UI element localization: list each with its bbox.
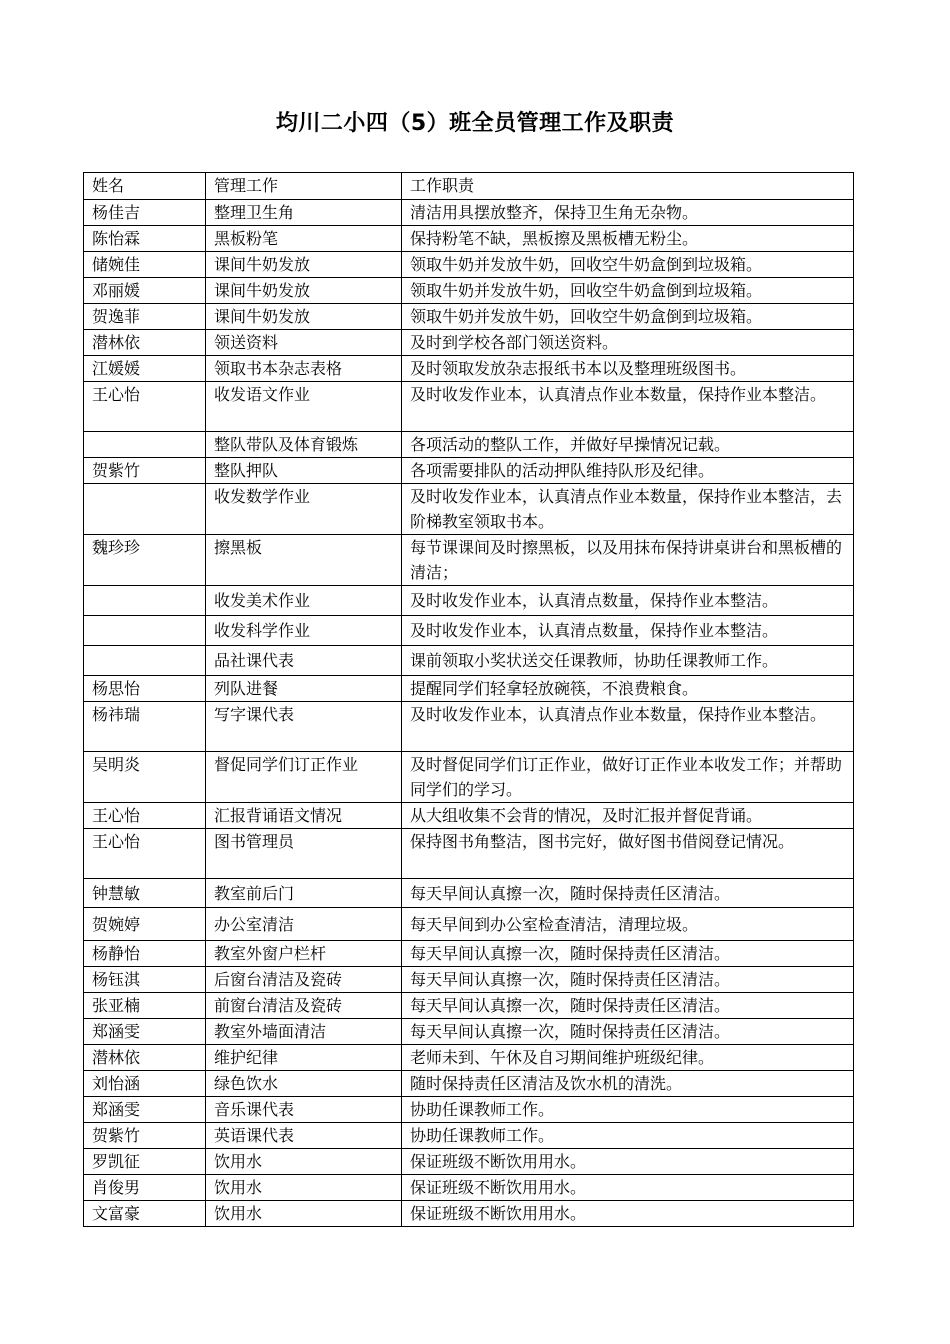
table-row — [84, 458, 854, 484]
cell-task: 图书管理员 — [206, 829, 402, 879]
cell-name: 杨佳吉 — [84, 200, 206, 226]
cell-task: 绿色饮水 — [206, 1071, 402, 1097]
cell-task: 英语课代表 — [206, 1123, 402, 1149]
cell-task: 收发科学作业 — [206, 616, 402, 646]
cell-duty: 及时收发作业本，认真清点数量，保持作业本整洁。 — [402, 586, 854, 616]
cell-duty: 保证班级不断饮用用水。 — [402, 1175, 854, 1201]
cell-duty: 从大组收集不会背的情况，及时汇报并督促背诵。 — [402, 803, 854, 829]
cell-task: 饮用水 — [206, 1175, 402, 1201]
cell-name: 王心怡 — [84, 829, 206, 879]
cell-duty: 课前领取小奖状送交任课教师，协助任课教师工作。 — [402, 646, 854, 676]
cell-name — [84, 432, 206, 458]
cell-duty: 及时到学校各部门领送资料。 — [402, 330, 854, 356]
cell-name: 贺逸菲 — [84, 304, 206, 330]
table-row — [84, 226, 854, 252]
cell-task: 写字课代表 — [206, 702, 402, 752]
cell-duty: 各项活动的整队工作，并做好早操情况记载。 — [402, 432, 854, 458]
cell-duty: 及时收发作业本，认真清点作业本数量，保持作业本整洁，去阶梯教室领取书本。 — [402, 484, 854, 535]
table-row — [84, 586, 854, 616]
table-row — [84, 1097, 854, 1123]
cell-duty: 每节课课间及时擦黑板，以及用抹布保持讲桌讲台和黑板槽的清洁； — [402, 535, 854, 586]
table-row — [84, 646, 854, 676]
cell-task: 办公室清洁 — [206, 908, 402, 941]
cell-task: 品社课代表 — [206, 646, 402, 676]
cell-duty: 每天早间认真擦一次，随时保持责任区清洁。 — [402, 967, 854, 993]
cell-name: 钟慧敏 — [84, 879, 206, 908]
cell-task: 前窗台清洁及瓷砖 — [206, 993, 402, 1019]
cell-duty: 及时收发作业本，认真清点作业本数量，保持作业本整洁。 — [402, 702, 854, 752]
table-row — [84, 1149, 854, 1175]
cell-duty: 协助任课教师工作。 — [402, 1097, 854, 1123]
cell-name: 罗凯征 — [84, 1149, 206, 1175]
table-header-row — [84, 173, 854, 200]
cell-name: 张亚楠 — [84, 993, 206, 1019]
table-row — [84, 752, 854, 803]
cell-task: 课间牛奶发放 — [206, 252, 402, 278]
cell-name: 潜林依 — [84, 330, 206, 356]
cell-duty: 每天早间认真擦一次，随时保持责任区清洁。 — [402, 1019, 854, 1045]
cell-duty: 清洁用具摆放整齐，保持卫生角无杂物。 — [402, 200, 854, 226]
cell-duty: 保持图书角整洁，图书完好，做好图书借阅登记情况。 — [402, 829, 854, 879]
cell-name: 江媛媛 — [84, 356, 206, 382]
table-row — [84, 535, 854, 586]
table-row — [84, 1045, 854, 1071]
cell-duty: 提醒同学们轻拿轻放碗筷，不浪费粮食。 — [402, 676, 854, 702]
cell-task: 课间牛奶发放 — [206, 304, 402, 330]
cell-task: 课间牛奶发放 — [206, 278, 402, 304]
cell-name: 杨思怡 — [84, 676, 206, 702]
table-row — [84, 356, 854, 382]
cell-task: 整理卫生角 — [206, 200, 402, 226]
cell-task: 列队进餐 — [206, 676, 402, 702]
cell-name: 杨静怡 — [84, 941, 206, 967]
cell-name: 储婉佳 — [84, 252, 206, 278]
cell-duty: 及时收发作业本，认真清点作业本数量，保持作业本整洁。 — [402, 382, 854, 432]
cell-task: 领送资料 — [206, 330, 402, 356]
cell-task: 教室外墙面清洁 — [206, 1019, 402, 1045]
duty-table-body — [84, 173, 854, 1227]
cell-duty: 每天早间认真擦一次，随时保持责任区清洁。 — [402, 993, 854, 1019]
cell-task: 收发美术作业 — [206, 586, 402, 616]
cell-task: 领取书本杂志表格 — [206, 356, 402, 382]
cell-name: 王心怡 — [84, 803, 206, 829]
cell-duty: 每天早间认真擦一次，随时保持责任区清洁。 — [402, 941, 854, 967]
cell-duty: 及时收发作业本，认真清点数量，保持作业本整洁。 — [402, 616, 854, 646]
header-name: 姓名 — [84, 173, 206, 200]
table-row — [84, 484, 854, 535]
cell-name: 吴明炎 — [84, 752, 206, 803]
cell-task: 整队押队 — [206, 458, 402, 484]
cell-duty: 老师未到、午休及自习期间维护班级纪律。 — [402, 1045, 854, 1071]
cell-task: 督促同学们订正作业 — [206, 752, 402, 803]
cell-duty: 随时保持责任区清洁及饮水机的清洗。 — [402, 1071, 854, 1097]
table-row — [84, 382, 854, 432]
cell-name: 肖俊男 — [84, 1175, 206, 1201]
table-row — [84, 1201, 854, 1227]
cell-task: 饮用水 — [206, 1149, 402, 1175]
table-row — [84, 252, 854, 278]
cell-name: 杨祎瑞 — [84, 702, 206, 752]
cell-name: 郑涵雯 — [84, 1097, 206, 1123]
table-row — [84, 1071, 854, 1097]
table-row — [84, 908, 854, 941]
cell-duty: 各项需要排队的活动押队维持队形及纪律。 — [402, 458, 854, 484]
table-row — [84, 304, 854, 330]
cell-name: 贺婉婷 — [84, 908, 206, 941]
table-row — [84, 967, 854, 993]
table-row — [84, 941, 854, 967]
cell-name: 郑涵雯 — [84, 1019, 206, 1045]
cell-duty: 领取牛奶并发放牛奶，回收空牛奶盒倒到垃圾箱。 — [402, 278, 854, 304]
cell-duty: 每天早间认真擦一次，随时保持责任区清洁。 — [402, 879, 854, 908]
cell-name: 王心怡 — [84, 382, 206, 432]
cell-duty: 保证班级不断饮用用水。 — [402, 1201, 854, 1227]
cell-task: 维护纪律 — [206, 1045, 402, 1071]
cell-duty: 协助任课教师工作。 — [402, 1123, 854, 1149]
table-row — [84, 1123, 854, 1149]
table-row — [84, 616, 854, 646]
table-row — [84, 803, 854, 829]
cell-duty: 领取牛奶并发放牛奶，回收空牛奶盒倒到垃圾箱。 — [402, 252, 854, 278]
table-row — [84, 432, 854, 458]
cell-task: 饮用水 — [206, 1201, 402, 1227]
cell-name: 贺紫竹 — [84, 1123, 206, 1149]
cell-task: 后窗台清洁及瓷砖 — [206, 967, 402, 993]
cell-task: 收发语文作业 — [206, 382, 402, 432]
cell-name: 杨钰淇 — [84, 967, 206, 993]
cell-name — [84, 484, 206, 535]
cell-name: 贺紫竹 — [84, 458, 206, 484]
cell-name: 魏珍珍 — [84, 535, 206, 586]
header-task: 管理工作 — [206, 173, 402, 200]
cell-name: 陈怡霖 — [84, 226, 206, 252]
table-row — [84, 330, 854, 356]
cell-task: 擦黑板 — [206, 535, 402, 586]
cell-duty: 每天早间到办公室检查清洁，清理垃圾。 — [402, 908, 854, 941]
cell-task: 整队带队及体育锻炼 — [206, 432, 402, 458]
cell-task: 汇报背诵语文情况 — [206, 803, 402, 829]
cell-name — [84, 616, 206, 646]
table-row — [84, 200, 854, 226]
cell-task: 教室前后门 — [206, 879, 402, 908]
cell-duty: 保证班级不断饮用用水。 — [402, 1149, 854, 1175]
header-duty: 工作职责 — [402, 173, 854, 200]
cell-task: 黑板粉笔 — [206, 226, 402, 252]
duty-table — [83, 172, 854, 1227]
cell-task: 教室外窗户栏杆 — [206, 941, 402, 967]
table-row — [84, 702, 854, 752]
cell-name — [84, 646, 206, 676]
table-row — [84, 676, 854, 702]
table-row — [84, 829, 854, 879]
table-row — [84, 1019, 854, 1045]
cell-name: 邓丽媛 — [84, 278, 206, 304]
table-row — [84, 993, 854, 1019]
cell-name — [84, 586, 206, 616]
table-row — [84, 879, 854, 908]
cell-name: 潜林依 — [84, 1045, 206, 1071]
cell-duty: 及时督促同学们订正作业，做好订正作业本收发工作；并帮助同学们的学习。 — [402, 752, 854, 803]
cell-duty: 保持粉笔不缺，黑板擦及黑板槽无粉尘。 — [402, 226, 854, 252]
table-row — [84, 1175, 854, 1201]
cell-task: 音乐课代表 — [206, 1097, 402, 1123]
cell-task: 收发数学作业 — [206, 484, 402, 535]
table-row — [84, 278, 854, 304]
cell-name: 文富豪 — [84, 1201, 206, 1227]
cell-duty: 及时领取发放杂志报纸书本以及整理班级图书。 — [402, 356, 854, 382]
document-title: 均川二小四（5）班全员管理工作及职责 — [275, 111, 675, 136]
cell-duty: 领取牛奶并发放牛奶，回收空牛奶盒倒到垃圾箱。 — [402, 304, 854, 330]
cell-name: 刘怡涵 — [84, 1071, 206, 1097]
